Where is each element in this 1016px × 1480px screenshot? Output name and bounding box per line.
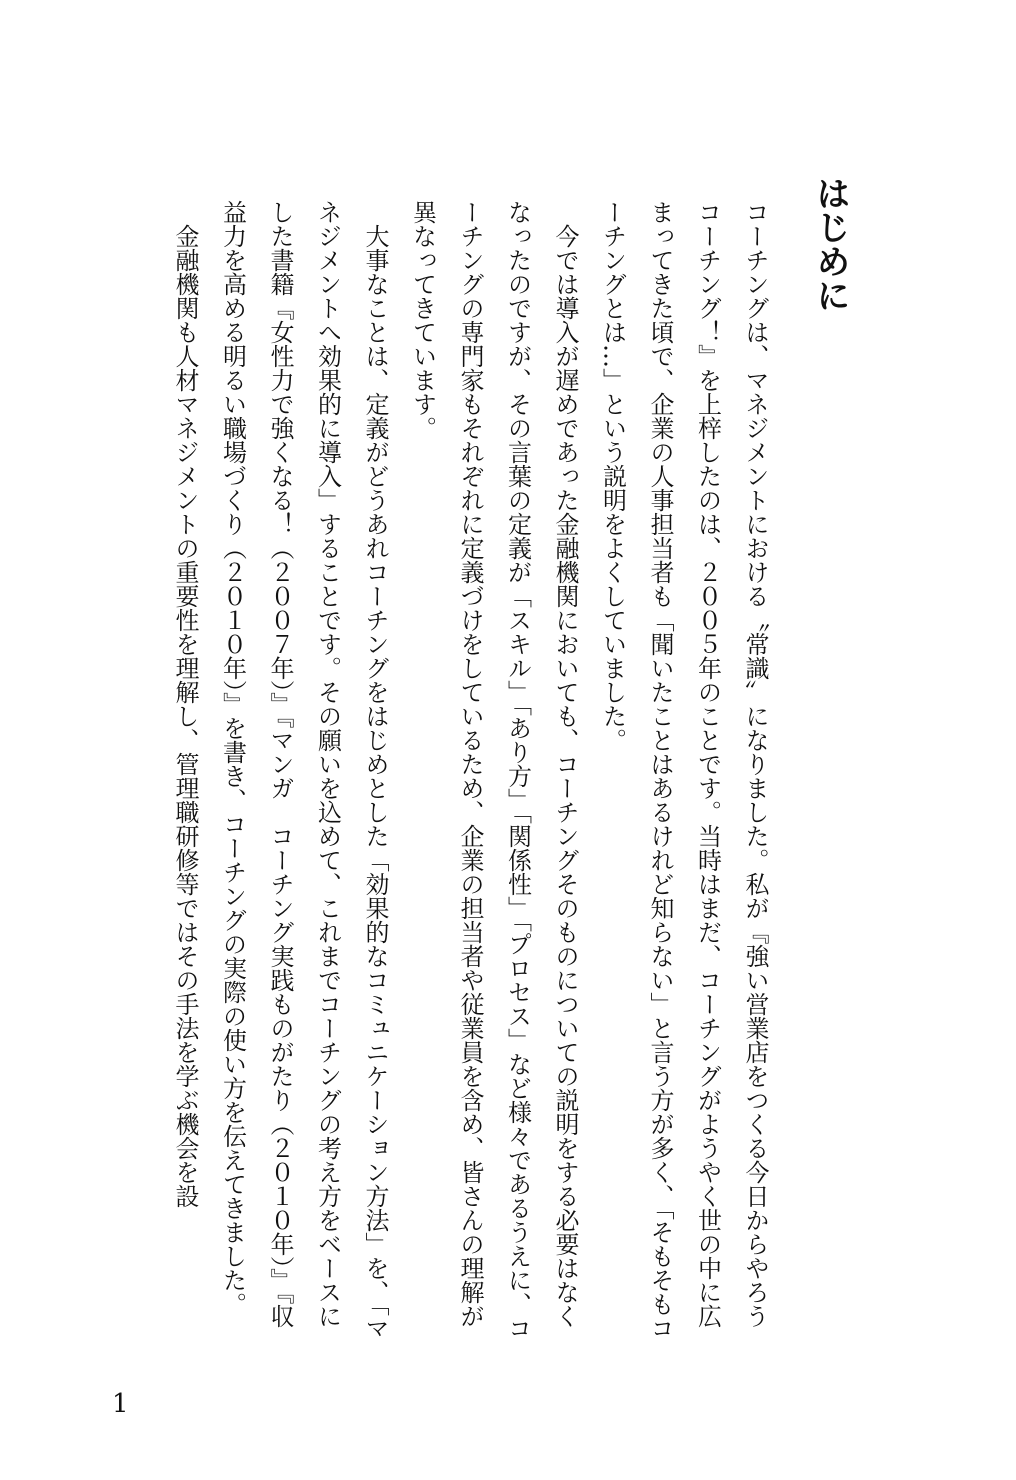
body-text <box>108 200 778 1340</box>
paragraph-2: 今では導入が遅めであった金融機関においても、コーチングそのものについての説明をする必要はなくなったのですが、その言葉の定義が「スキル」「あり方」「関係性」「プロセス」など様々であるうえに、コーチングの専門家もそれぞれに定義づけをしているため、企業の担当者や従業員を含め、皆さんの理解が異なってきています。 <box>408 200 579 1340</box>
paragraph-4: 金融機関も人材マネジメントの重要性を理解し、管理職研修等ではその手法を学ぶ機会を設 <box>171 224 199 1208</box>
paragraph-3: 大事なことは、定義がどうあれコーチングをはじめとした「効果的なコミュニケーション方法」を、「マネジメントへ効果的に導入」することです。その願いを込めて、これまでコーチングの考え方をベースにした書籍『女性力で強くなる！（２００７年）』『マンガ コーチング実践ものがたり（２０１０年）』『収益力を高める明るい職場づくり（２０１０年）』を書き、コーチングの実際の使い方を伝えてきました。 <box>218 200 389 1340</box>
page-title: はじめに <box>810 176 850 312</box>
paragraph-1: コーチングは、マネジメントにおける〝常識〟になりました。私が『強い営業店をつくる今日からやろうコーチング！』を上梓したのは、２００５年のことです。当時はまだ、コーチングがようやく世の中に広まってきた頃で、企業の人事担当者も「聞いたことはあるけれど知らない」と言う方が多く、「そもそもコーチングとは…」という説明をよくしていました。 <box>598 200 769 1340</box>
page-number: 1 <box>112 1389 129 1419</box>
